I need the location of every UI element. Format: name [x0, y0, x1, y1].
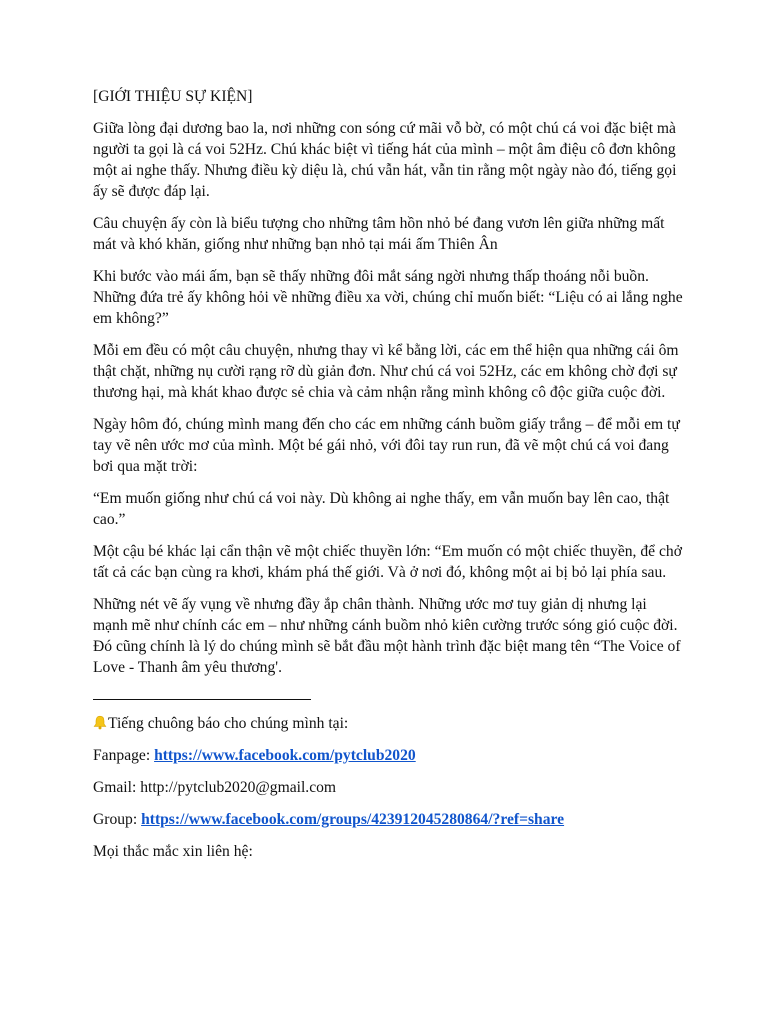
gmail-value: http://pytclub2020@gmail.com	[140, 779, 337, 796]
group-link[interactable]: https://www.facebook.com/groups/423912045280864/?ref=share	[141, 811, 565, 828]
gmail-line	[93, 777, 683, 798]
gmail-label: Gmail:	[93, 779, 141, 796]
fanpage-line	[93, 745, 683, 766]
paragraph-stories: Mỗi em đều có một câu chuyện, nhưng thay vì kể bằng lời, các em thể hiện qua những cái ôm thật chặt, những nụ cười rạng rỡ dù giản đơn. Như chú cá voi 52Hz, các em không chờ đợi sự thương hại, mà khát khao được sẻ chia và cảm nhận rằng mình không cô độc giữa cuộc đời.	[93, 342, 679, 401]
document-page	[93, 86, 683, 873]
bell-icon	[93, 715, 107, 730]
paragraph-boy-quote: Một cậu bé khác lại cẩn thận vẽ một chiếc thuyền lớn: “Em muốn có một chiếc thuyền, để chở tất cả các bạn cùng ra khơi, khám phá thế giới. Và ở nơi đó, không một ai bị bỏ lại phía sau.	[93, 543, 682, 581]
notify-line	[93, 713, 683, 734]
paragraph-symbol: Câu chuyện ấy còn là biểu tượng cho những tâm hồn nhỏ bé đang vươn lên giữa những mất mát và khó khăn, giống như những bạn nhỏ tại mái ấm Thiên Ân	[93, 215, 665, 253]
paragraph-sails: Ngày hôm đó, chúng mình mang đến cho các em những cánh buồm giấy trắng – để mỗi em tự tay vẽ nên ước mơ của mình. Một bé gái nhỏ, với đôi tay run run, đã vẽ một chú cá voi đang bơi qua mặt trời:	[93, 416, 680, 475]
notify-text: Tiếng chuông báo cho chúng mình tại:	[108, 715, 349, 732]
paragraph-journey: Những nét vẽ ấy vụng về nhưng đầy ắp chân thành. Những ước mơ tuy giản dị nhưng lại mạnh mẽ như chính các em – như những cánh buồm nhỏ kiên cường trước sóng gió cuộc đời. Đó cũng chính là lý do chúng mình sẽ bắt đầu một hành trình đặc biệt mang tên “The Voice of Love - Thanh âm yêu thương'.	[93, 596, 681, 676]
group-line	[93, 809, 683, 830]
paragraph-girl-quote: “Em muốn giống như chú cá voi này. Dù không ai nghe thấy, em vẫn muốn bay lên cao, thật cao.”	[93, 490, 670, 528]
event-heading: [GIỚI THIỆU SỰ KIỆN]	[93, 88, 253, 105]
paragraph-intro: Giữa lòng đại dương bao la, nơi những con sóng cứ mãi vỗ bờ, có một chú cá voi đặc biệt mà người ta gọi là cá voi 52Hz. Chú khác biệt vì tiếng hát của mình – một âm điệu cô đơn không một ai nghe thấy. Nhưng điều kỳ diệu là, chú vẫn hát, vẫn tin rằng một ngày nào đó, tiếng gọi ấy sẽ được đáp lại.	[93, 120, 677, 200]
paragraph-shelter: Khi bước vào mái ấm, bạn sẽ thấy những đôi mắt sáng ngời nhưng thấp thoáng nỗi buồn. Những đứa trẻ ấy không hỏi về những điều xa vời, chúng chỉ muốn biết: “Liệu có ai lắng nghe em không?”	[93, 268, 683, 327]
fanpage-label: Fanpage:	[93, 747, 155, 764]
fanpage-link[interactable]: https://www.facebook.com/pytclub2020	[154, 747, 416, 764]
inquiry-line: Mọi thắc mắc xin liên hệ:	[93, 843, 253, 860]
section-divider	[93, 699, 311, 700]
group-label: Group:	[93, 811, 142, 828]
